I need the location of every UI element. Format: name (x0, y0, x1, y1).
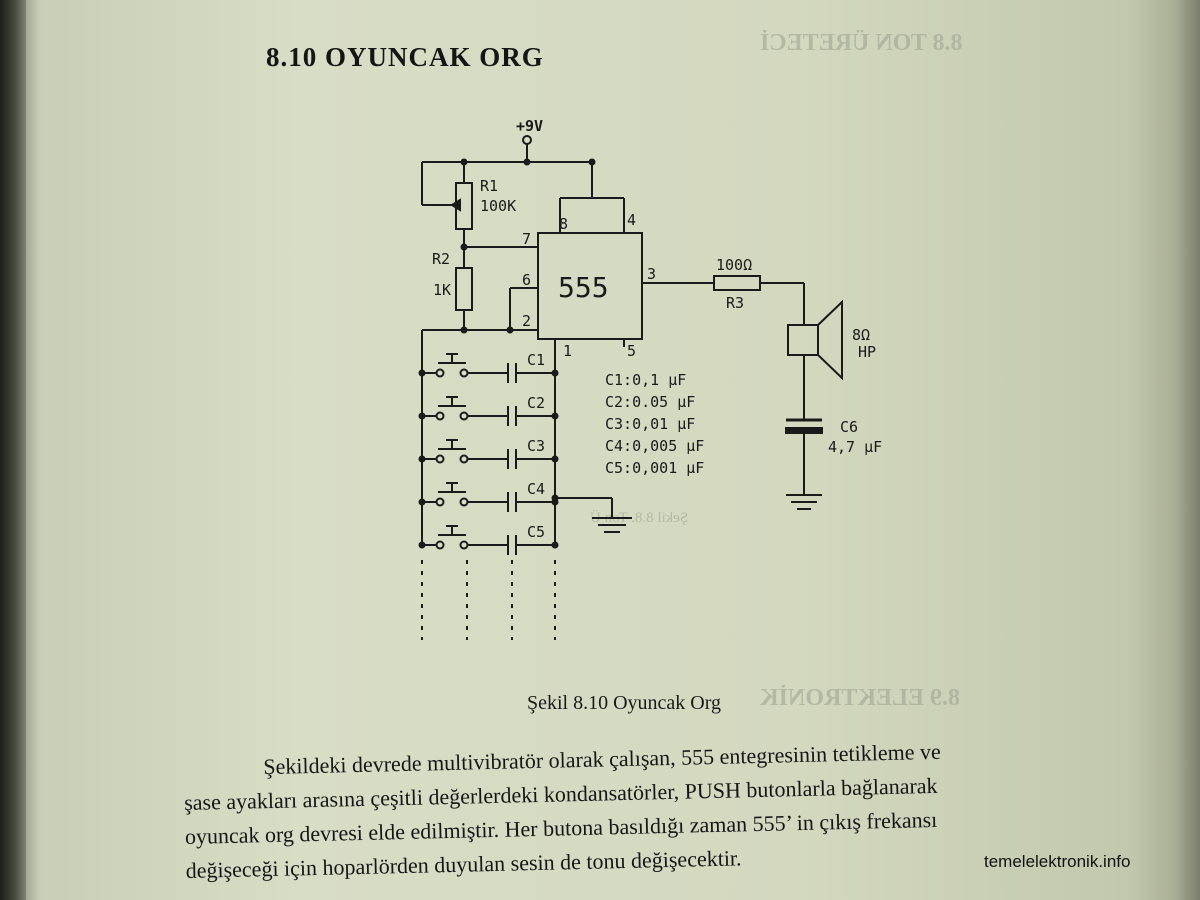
cap-name-label: C4 (527, 480, 546, 498)
r2-resistor (456, 268, 472, 310)
pin-5-label: 5 (627, 342, 637, 360)
paragraph-line-1: Şekildeki devrede multivibratör olarak çalışan, 555 entegresinin tetikleme ve (263, 738, 941, 780)
pin-3-label: 3 (647, 265, 657, 283)
r1-name: R1 (480, 177, 499, 195)
site-watermark: temelelektronik.info (984, 852, 1131, 871)
pin-8-label: 8 (559, 215, 569, 233)
ghost-header: 8.8 TON ÜRETECİ (760, 30, 963, 56)
figure-caption: Şekil 8.10 Oyuncak Org (527, 692, 722, 714)
supply-label: +9V (516, 117, 544, 135)
c6-name: C6 (840, 418, 859, 436)
cap-name-label: C1 (527, 351, 546, 369)
pin-2-label: 2 (522, 312, 532, 330)
speaker-name: HP (858, 343, 877, 361)
pin-4-label: 4 (627, 211, 637, 229)
paragraph-line-3: oyuncak org devresi elde edilmiştir. Her butona basıldığı zaman 555’ in çıkış frekansı (184, 806, 938, 849)
ghost-caption: Şekil 8.8. Ton Ü (590, 510, 689, 526)
paragraph-line-2: şase ayakları arasına çeşitli değerlerdeki kondansatörler, PUSH butonlarla bağlanarak (183, 772, 938, 815)
cap-value-label: C4:0,005 µF (605, 437, 705, 455)
paragraph-line-4: değişeceği için hoparlörden duyulan sesin de tonu değişecektir. (185, 845, 742, 883)
r2-value: 1K (433, 281, 452, 299)
pin-6-label: 6 (522, 271, 532, 289)
c6-value: 4,7 µF (828, 438, 883, 456)
speaker-value: 8Ω (852, 326, 871, 344)
cap-name-label: C3 (527, 437, 546, 455)
pin-1-label: 1 (563, 342, 573, 360)
r1-wiper-arrow (452, 200, 460, 210)
r3-value: 100Ω (716, 256, 753, 274)
cap-value-label: C5:0,001 µF (605, 459, 705, 477)
speaker-cone (818, 302, 842, 378)
cap-value-label: C3:0,01 µF (605, 415, 696, 433)
c6-plate-bottom (786, 428, 822, 433)
cap-value-label: C1:0,1 µF (605, 371, 687, 389)
cap-name-label: C5 (527, 523, 546, 541)
r1-value: 100K (480, 197, 517, 215)
section-title: 8.10 OYUNCAK ORG (266, 42, 544, 72)
cap-name-label: C2 (527, 394, 546, 412)
pin-7-label: 7 (522, 230, 532, 248)
speaker-body (788, 325, 818, 355)
cap-value-label: C2:0.05 µF (605, 393, 696, 411)
ghost-heading: 8.9 ELEKTRONİK (760, 685, 961, 711)
r3-name: R3 (726, 294, 745, 312)
r2-name: R2 (432, 250, 451, 268)
supply-terminal (523, 136, 531, 144)
r3-resistor (714, 276, 760, 290)
ic-label: 555 (558, 271, 609, 304)
